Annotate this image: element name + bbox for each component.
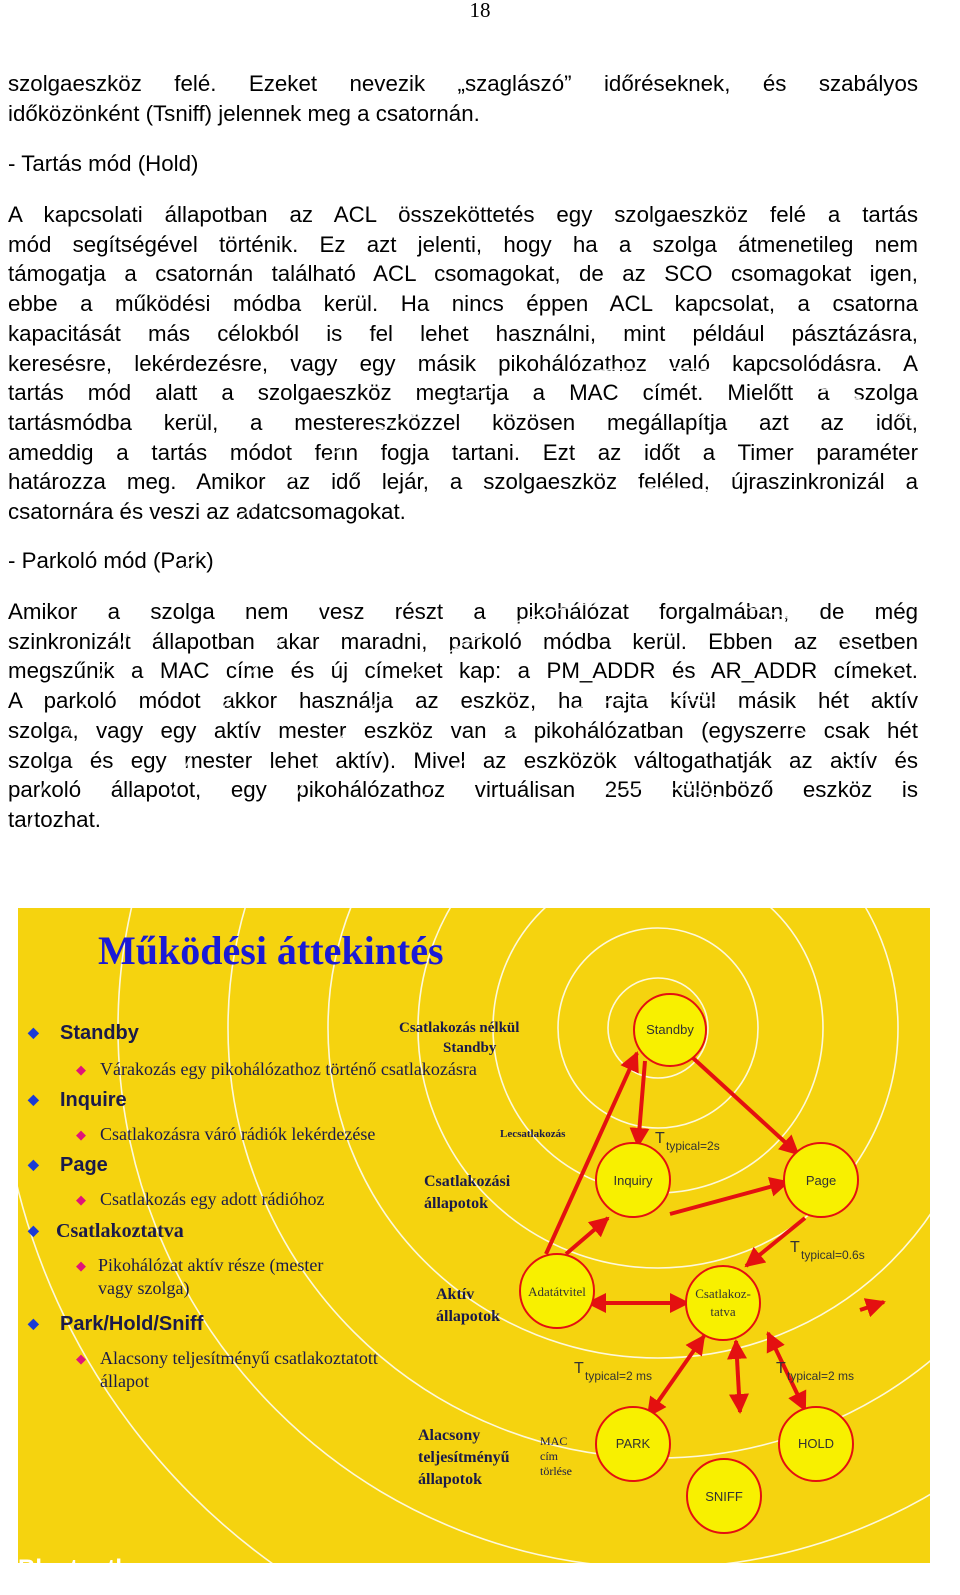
text-line: ebbe a működési módba kerül. Ha nincs éppen ACL kapcsolat, a csatorna bbox=[8, 291, 918, 317]
svg-text:törlése: törlése bbox=[540, 1464, 572, 1478]
heading-hold: - Tartás mód (Hold) bbox=[8, 151, 199, 176]
diamond-bullet-icon: ◆ bbox=[28, 1091, 39, 1107]
text-line: A kapcsolati állapotban az ACL összeköttetés egy szolgaeszköz felé a tartás bbox=[8, 202, 918, 227]
text-line: szinkronizált állapotban akar maradni, parkoló módba kerül. Ebben az esetben bbox=[8, 628, 918, 654]
node-connected-label: Csatlakoz- bbox=[695, 1286, 751, 1301]
state-diagram bbox=[18, 908, 930, 1582]
text-line: Amikor a szolga nem vesz részt a pikohálózat forgalmában, de még bbox=[8, 599, 918, 624]
diamond-subbullet-icon: ◆ bbox=[76, 1192, 86, 1207]
text-line: tartozhat. bbox=[8, 806, 101, 832]
sub-bullet-text: Várakozás egy pikohálózathoz történő csatlakozásra bbox=[100, 1059, 477, 1079]
text-line: mód segítségével történik. Ez azt jelenti, hogy ha a szolga átmenetileg nem bbox=[8, 231, 918, 257]
label-unconnected: Csatlakozás nélkül bbox=[399, 1020, 520, 1036]
paragraph-sniff-end bbox=[8, 69, 918, 128]
diamond-bullet-icon: ◆ bbox=[28, 1024, 39, 1040]
diamond-subbullet-icon: ◆ bbox=[76, 1127, 86, 1142]
timing-connected-base: T bbox=[790, 1239, 800, 1256]
sub-bullet-text: vagy szolga) bbox=[98, 1278, 190, 1298]
text-line: megszűnik a MAC címe és új címeket kap: a PM_ADDR és AR_ADDR címeket. bbox=[8, 658, 918, 684]
bullet-low-power: Park/Hold/Sniff bbox=[60, 1313, 204, 1335]
sub-bullet-text: Csatlakozás egy adott rádióhoz bbox=[100, 1189, 325, 1209]
text-line: A parkoló módot akkor használja az eszköz, ha rajta kívül másik hét aktív bbox=[8, 688, 918, 714]
label-low-power: teljesítményű bbox=[418, 1449, 510, 1466]
text-line: kapacitását más célokból is fel lehet használni, mint például pásztázásra, bbox=[8, 320, 918, 346]
bullet-inquire: Inquire bbox=[60, 1089, 127, 1111]
label-low-power: Alacsony bbox=[418, 1427, 481, 1444]
sub-bullet-text: Alacsony teljesítményű csatlakoztatott bbox=[100, 1348, 378, 1368]
timing-park-sub: typical=2 ms bbox=[585, 1369, 653, 1383]
text-line: szolga, vagy egy aktív mester eszköz van a pikohálózatban (egyszerre csak hét bbox=[8, 717, 918, 743]
arrow-connected-park bbox=[648, 1336, 704, 1416]
label-active: állapotok bbox=[436, 1308, 501, 1325]
label-unconnected-standby: Standby bbox=[443, 1040, 497, 1056]
text-line: csatornára és veszi az adatcsomagokat. bbox=[8, 499, 406, 525]
diamond-subbullet-icon: ◆ bbox=[76, 1351, 86, 1366]
label-active: Aktív bbox=[436, 1286, 475, 1303]
page-number: 18 bbox=[469, 0, 491, 22]
svg-text:cím: cím bbox=[540, 1449, 558, 1463]
node-sniff-label: SNIFF bbox=[705, 1489, 743, 1504]
text-line: támogatja a csatornán található ACL csomagokat, de az SCO csomagokat igen, bbox=[8, 261, 918, 287]
timing-hold-sub: typical=2 ms bbox=[787, 1369, 855, 1383]
arrow-inquiry-page bbox=[670, 1182, 788, 1214]
state-nodes bbox=[520, 994, 858, 1533]
bullet-page: Page bbox=[60, 1154, 108, 1176]
text-line: tartás mód alatt a szolgaeszköz megtartja a MAC címét. Mielőtt a szolga bbox=[8, 380, 918, 406]
node-inquiry-label: Inquiry bbox=[613, 1173, 653, 1188]
diamond-subbullet-icon: ◆ bbox=[76, 1062, 86, 1077]
timing-park-base: T bbox=[574, 1360, 584, 1377]
text-line: keresésre, lekérdezésre, vagy egy másik pikohálózathoz való kapcsolódásra. A bbox=[8, 350, 918, 376]
node-transmit-label: Adatátvitel bbox=[528, 1284, 586, 1299]
diamond-bullet-icon: ◆ bbox=[28, 1222, 39, 1238]
arrow-inquiry-transmit bbox=[566, 1218, 608, 1254]
label-connecting: állapotok bbox=[424, 1195, 489, 1212]
timing-page-base: T bbox=[655, 1130, 665, 1147]
heading-park: - Parkoló mód (Park) bbox=[8, 548, 214, 573]
mac-release-label bbox=[540, 1434, 572, 1478]
text-line: szolga és egy mester lehet aktív). Mivel az eszközök váltogathatják az aktív és bbox=[8, 747, 918, 773]
footer-logo-text: Bluetooth bbox=[18, 1555, 130, 1582]
diamond-bullet-icon: ◆ bbox=[28, 1315, 39, 1331]
text-line: időközönként (Tsniff) jelennek meg a csatornán. bbox=[8, 100, 480, 126]
sub-bullet-text: Csatlakozásra váró rádiók lekérdezése bbox=[100, 1124, 376, 1144]
diamond-bullet-icon: ◆ bbox=[28, 1156, 39, 1172]
sub-bullet-text: Pikohálózat aktív része (mester bbox=[98, 1255, 324, 1275]
group-labels bbox=[399, 1020, 566, 1488]
bullet-connected: Csatlakoztatva bbox=[56, 1220, 184, 1242]
svg-text:MAC: MAC bbox=[540, 1434, 568, 1448]
arrow-connected-out bbox=[860, 1302, 884, 1310]
text-line: tartásmódba kerül, a mestereszközzel közösen megállapítja azt az időt, bbox=[8, 409, 918, 435]
node-connected-label: tatva bbox=[710, 1304, 736, 1319]
figure-title: Működési áttekintés bbox=[98, 928, 444, 973]
text-line: ameddig a tartás módot fenn fogja tartani. Ezt az időt a Timer paraméter bbox=[8, 439, 918, 465]
timing-hold-base: T bbox=[776, 1360, 786, 1377]
label-low-power: állapotok bbox=[418, 1471, 483, 1488]
bullet-standby: Standby bbox=[60, 1022, 139, 1044]
label-connecting: Csatlakozási bbox=[424, 1173, 511, 1190]
diamond-subbullet-icon: ◆ bbox=[76, 1258, 86, 1273]
sub-bullet-text: állapot bbox=[100, 1371, 149, 1391]
arrow-connected-sniff bbox=[736, 1341, 740, 1412]
overview-figure bbox=[18, 908, 930, 1582]
node-page-label: Page bbox=[805, 1173, 837, 1188]
timing-connected-sub: typical=0.6s bbox=[801, 1248, 865, 1262]
text-line: határozza meg. Amikor az idő lejár, a szolgaeszköz feléled, újraszinkronizál a bbox=[8, 469, 918, 495]
text-line: parkoló állapotot, egy pikohálózathoz virtuálisan 255 különböző eszköz is bbox=[8, 777, 918, 803]
text-line: szolgaeszköz felé. Ezeket nevezik „szaglászó” időréseknek, és szabályos bbox=[8, 71, 918, 96]
node-hold-label: HOLD bbox=[797, 1436, 835, 1451]
paragraph-park bbox=[8, 597, 918, 835]
node-connected bbox=[686, 1266, 760, 1340]
node-standby-label: Standby bbox=[646, 1022, 694, 1037]
label-detach: Lecsatlakozás bbox=[500, 1128, 566, 1140]
paragraph-hold bbox=[8, 200, 918, 527]
node-park-label: PARK bbox=[615, 1436, 651, 1451]
timing-page-sub: typical=2s bbox=[666, 1139, 720, 1153]
